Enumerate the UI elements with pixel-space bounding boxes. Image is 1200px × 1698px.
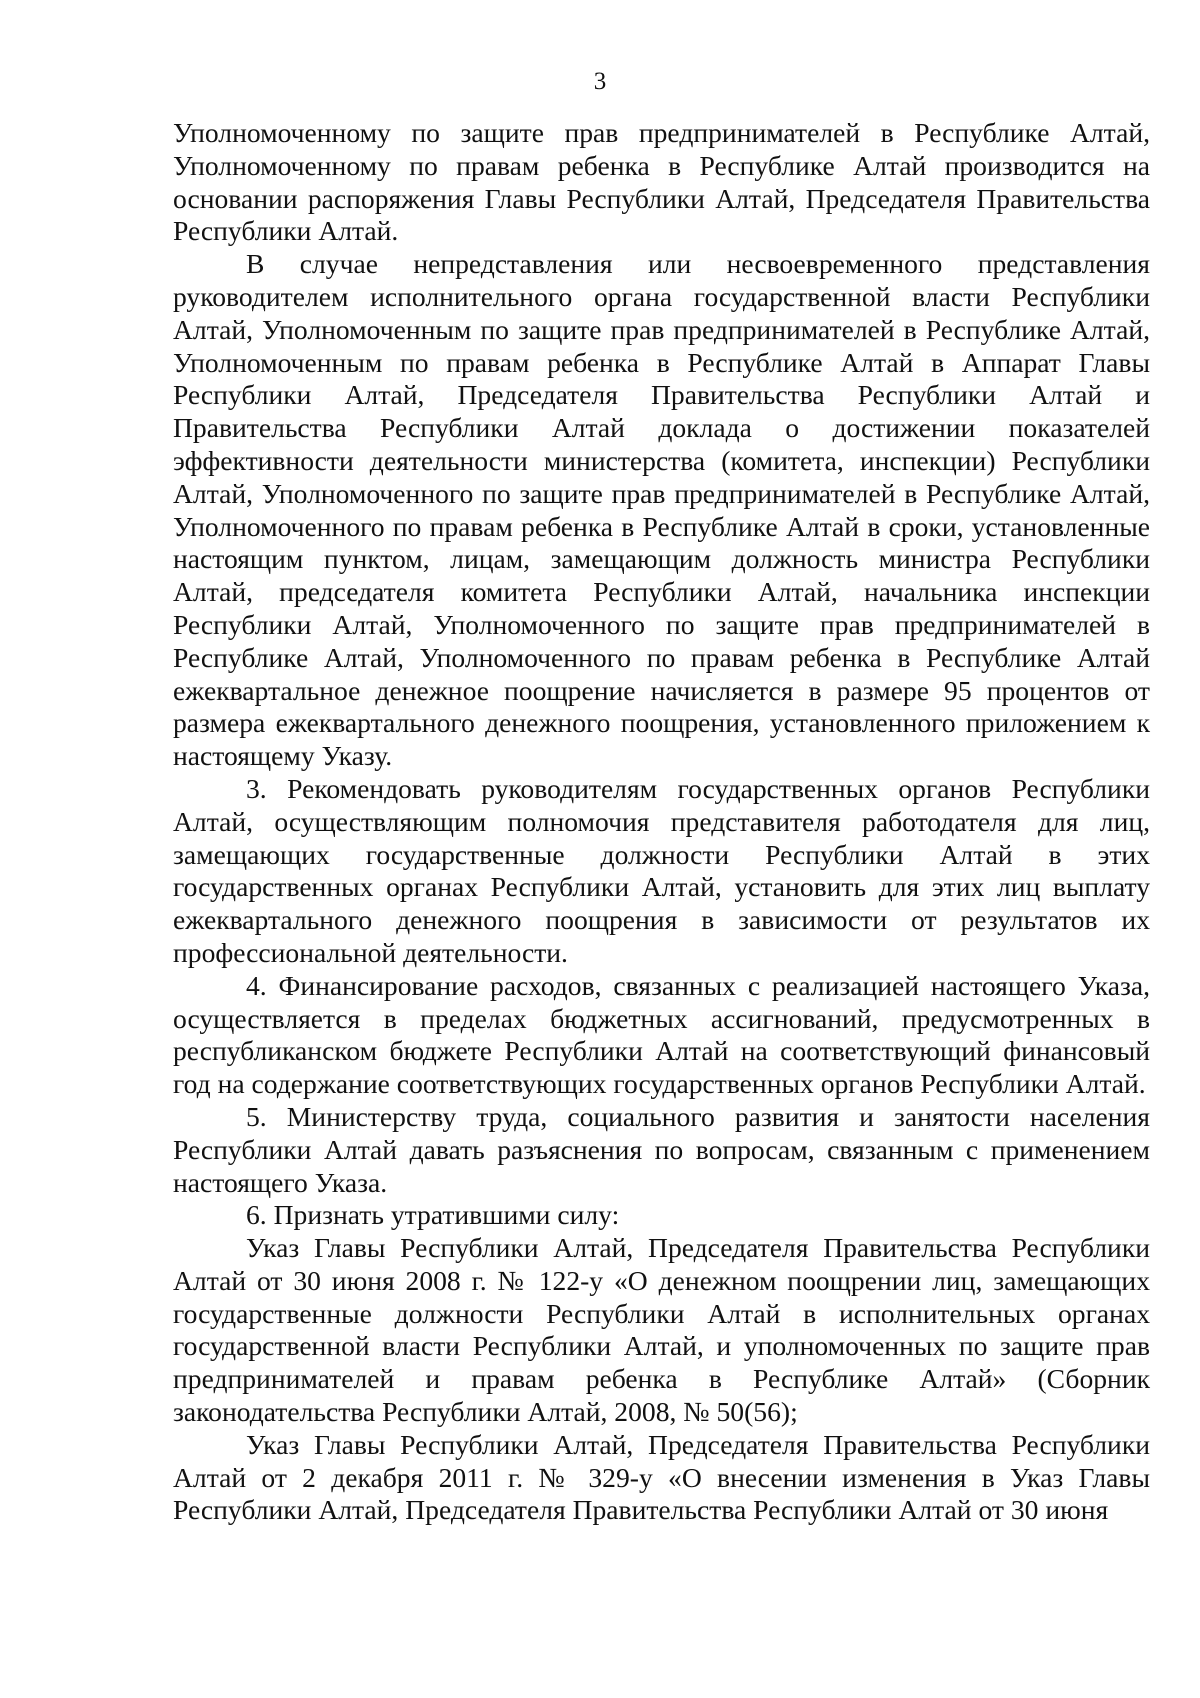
- paragraph-item-3: 3. Рекомендовать руководителям государственных органов Республики Алтай, осуществляющим полномочия представителя работодателя для лиц, замещающих государственные должности Республики Алтай в этих государственных органах Республики Алтай, установить для этих лиц выплату ежеквартального денежного поощрения в зависимости от результатов их профессиональной деятельности.: [173, 772, 1150, 968]
- paragraph-item-4: 4. Финансирование расходов, связанных с реализацией настоящего Указа, осуществляется в пределах бюджетных ассигнований, предусмотренных в республиканском бюджете Республики Алтай на соответствующий финансовый год на содержание соответствующих государственных органов Республики Алтай.: [173, 969, 1150, 1100]
- paragraph-item-6: 6. Признать утратившими силу:: [246, 1199, 620, 1231]
- paragraph-item-5: 5. Министерству труда, социального развития и занятости населения Республики Алтай давать разъяснения по вопросам, связанным с применением настоящего Указа.: [173, 1100, 1150, 1198]
- paragraph-continuation: Уполномоченному по защите прав предпринимателей в Республике Алтай, Уполномоченному по правам ребенка в Республике Алтай производится на основании распоряжения Главы Республики Алтай, Председателя Правительства Республики Алтай.: [173, 117, 1150, 247]
- paragraph-repealed-decree-1: Указ Главы Республики Алтай, Председателя Правительства Республики Алтай от 30 июня 2008 г. № 122-у «О денежном поощрении лиц, замещающих государственные должности Республики Алтай в исполнительных органах государственной власти Республики Алтай, и уполномоченных по защите прав предпринимателей и правам ребенка в Республике Алтай» (Сборник законодательства Республики Алтай, 2008, № 50(56);: [173, 1232, 1150, 1428]
- paragraph-penalty-clause: В случае непредставления или несвоевременного представления руководителем исполнительного органа государственной власти Республики Алтай, Уполномоченным по защите прав предпринимателей в Республике Алтай, Уполномоченным по правам ребенка в Республике Алтай в Аппарат Главы Республики Алтай, Председателя Правительства Республики Алтай и Правительства Республики Алтай доклада о достижении показателей эффективности деятельности министерства (комитета, инспекции) Республики Алтай, Уполномоченного по защите прав предпринимателей в Республике Алтай, Уполномоченного по правам ребенка в Республике Алтай в сроки, установленные настоящим пунктом, лицам, замещающим должность министра Республики Алтай, председателя комитета Республики Алтай, начальника инспекции Республики Алтай, Уполномоченного по защите прав предпринимателей в Республике Алтай, Уполномоченного по правам ребенка в Республике Алтай ежеквартальное денежное поощрение начисляется в размере 95 процентов от размера ежеквартального денежного поощрения, установленного приложением к настоящему Указу.: [173, 248, 1150, 772]
- page-number: 3: [593, 68, 607, 95]
- paragraph-repealed-decree-2: Указ Главы Республики Алтай, Председателя Правительства Республики Алтай от 2 декабря 2011 г. № 329-у «О внесении изменения в Указ Главы Республики Алтай, Председателя Правительства Республики Алтай от 30 июня: [173, 1428, 1150, 1526]
- document-body: [173, 117, 1150, 1527]
